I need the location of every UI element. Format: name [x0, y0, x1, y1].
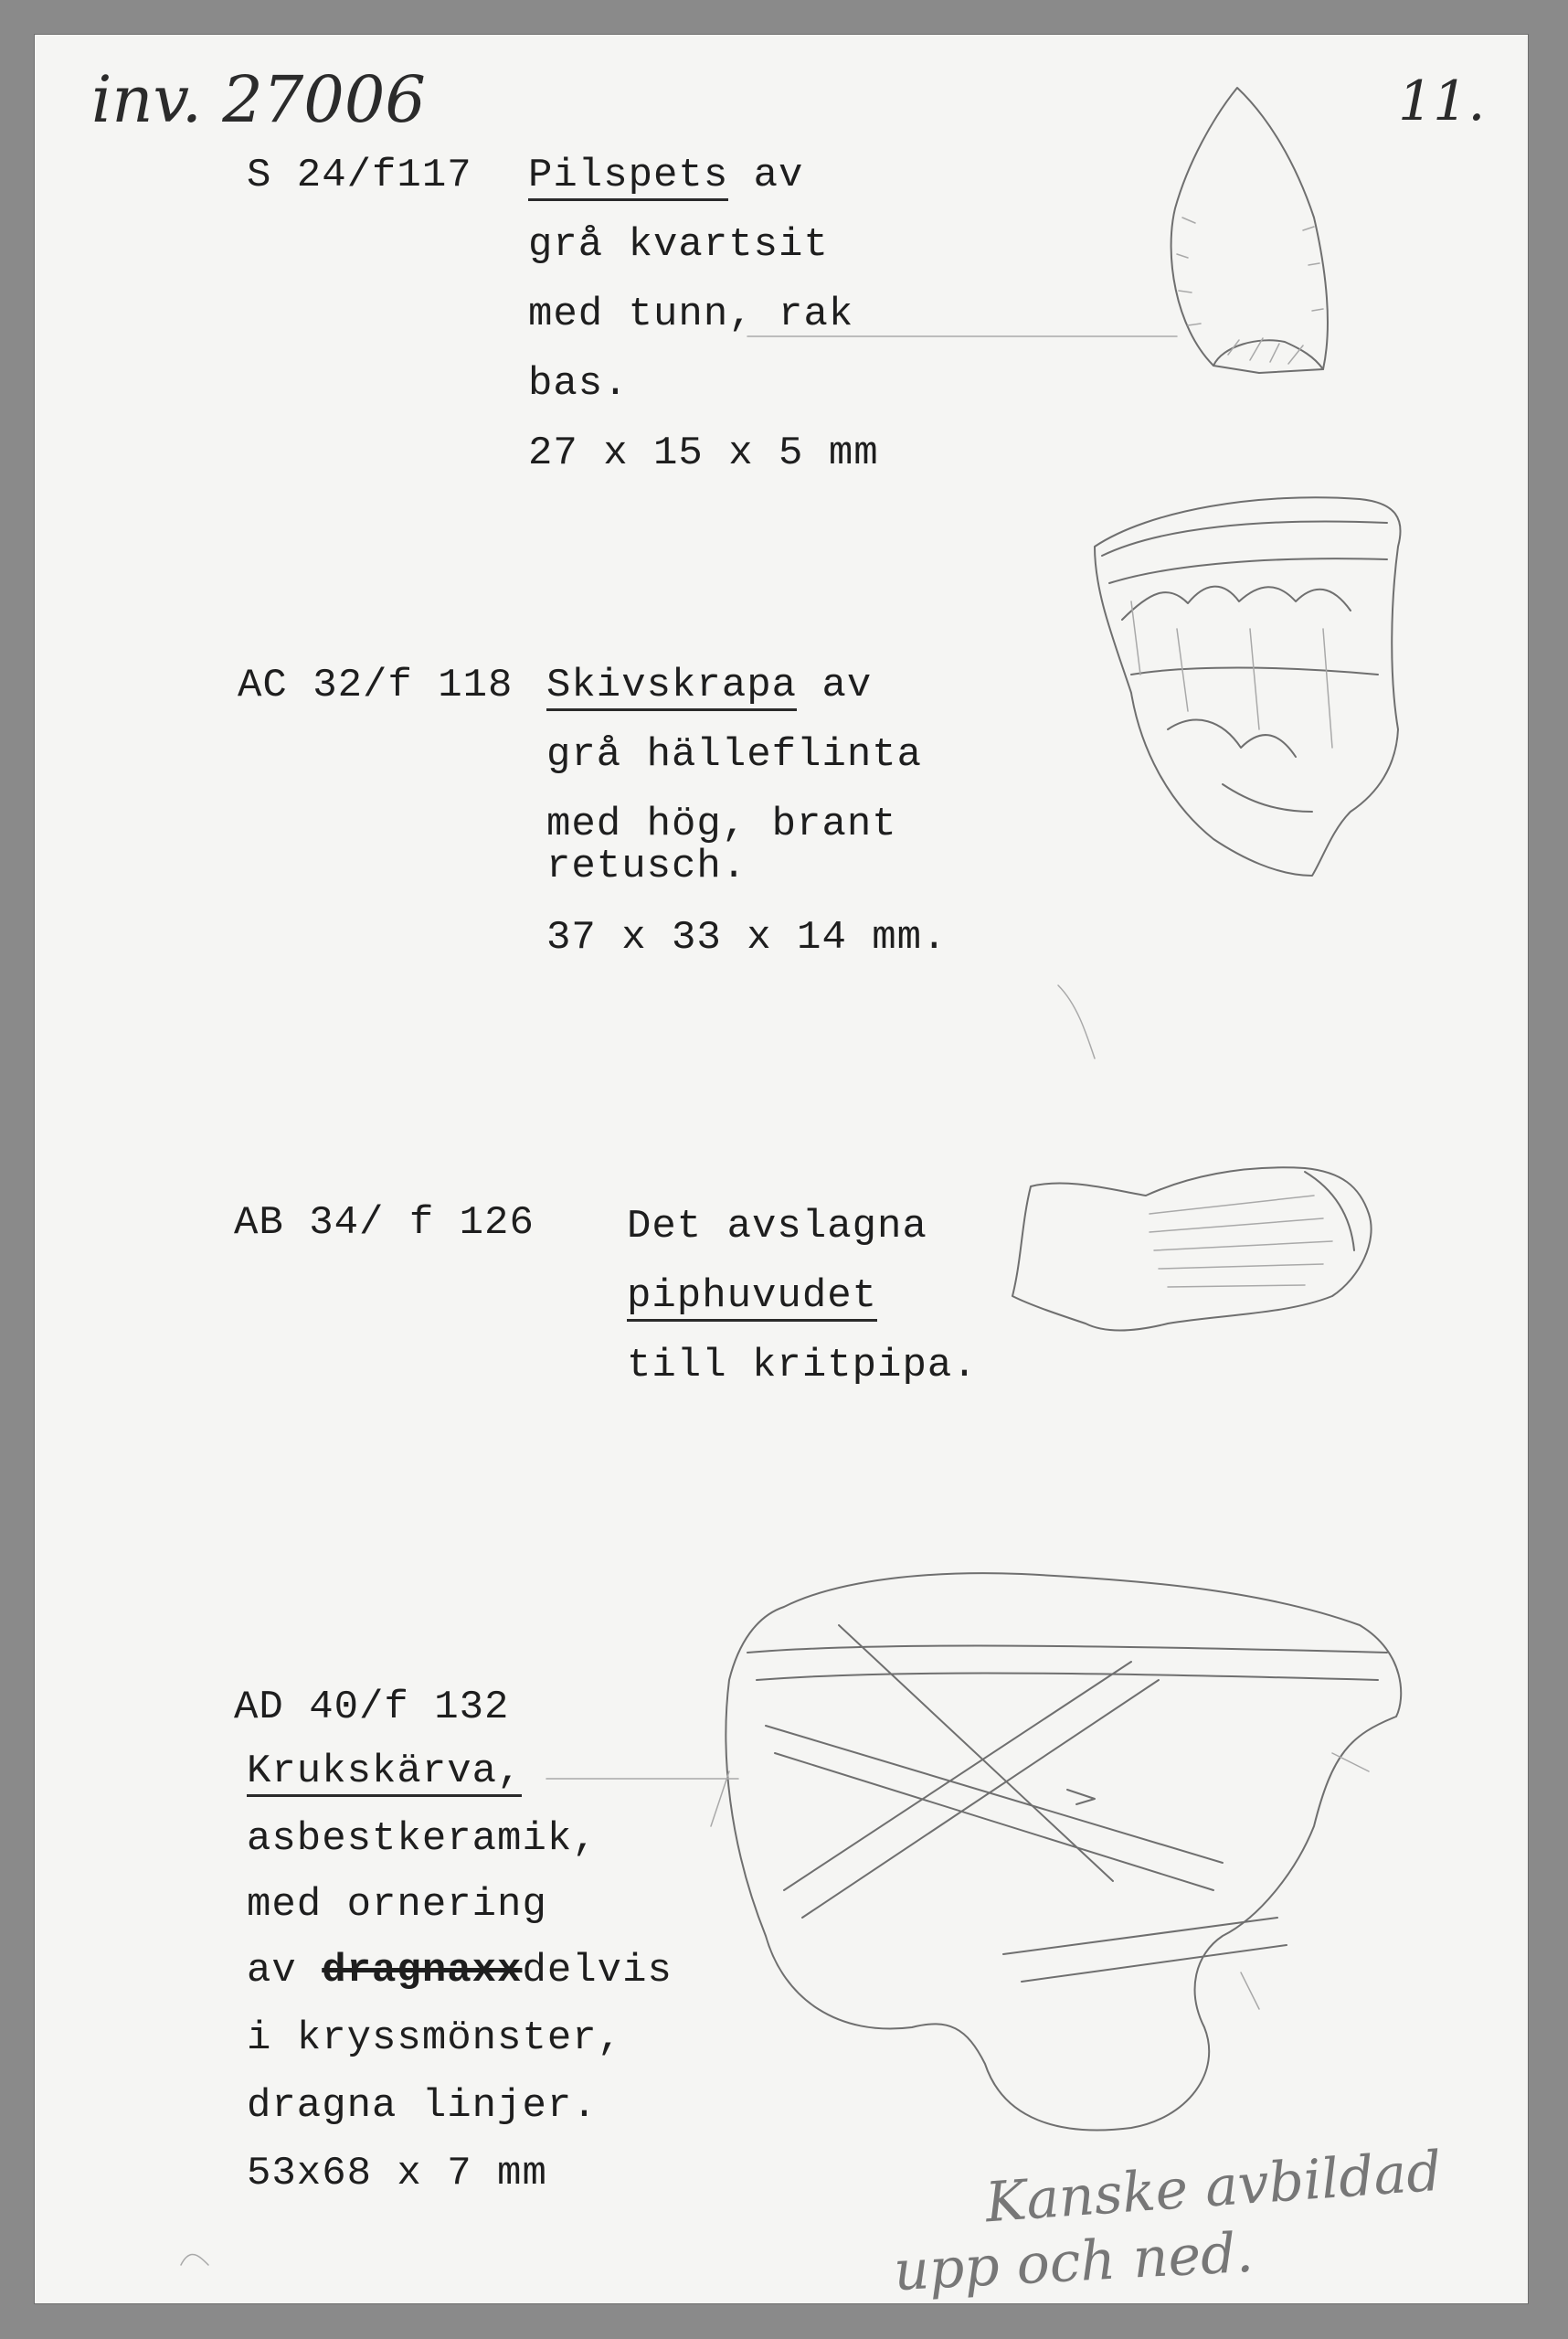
entry-id: AC 32/f 118: [238, 663, 514, 708]
entry-line: med ornering: [247, 1882, 547, 1928]
entry-line: asbestkeramik,: [247, 1816, 598, 1862]
entry-line: med tunn, rak: [528, 292, 854, 337]
entry-dimensions: 37 x 33 x 14 mm.: [546, 915, 948, 961]
entry-line-rest: delvis: [522, 1948, 673, 1993]
entry-id: AB 34/ f 126: [234, 1200, 535, 1246]
potsherd-sketch-icon: [546, 1573, 1401, 2130]
entry-id: S 24/f117: [247, 153, 472, 198]
entry-line: dragna linjer.: [247, 2083, 598, 2129]
entry-line: grå kvartsit: [528, 222, 829, 268]
entry-line: Det avslagna: [627, 1204, 927, 1249]
entry-name-suffix: av: [821, 663, 873, 708]
entry-line: grå hälleflinta: [546, 732, 923, 778]
entry-line: till kritpipa.: [627, 1343, 978, 1388]
entry-title-line: [247, 1749, 523, 1794]
entry-line-struck: [247, 1948, 673, 1993]
struck-text: dragnaxx: [322, 1948, 523, 1993]
entry-dimensions: 53x68 x 7 mm: [247, 2151, 547, 2196]
entry-dimensions: 27 x 15 x 5 mm: [528, 431, 879, 476]
scraper-sketch-icon: [1095, 497, 1401, 876]
handwritten-footnote-line: upp och ned.: [892, 2220, 1255, 2304]
handwritten-footnote-line: Kanske avbildad: [983, 2139, 1444, 2236]
catalog-card: [35, 35, 1528, 2303]
inventory-number-handwritten: inv. 27006: [91, 62, 426, 137]
entry-name: Skivskrapa: [546, 663, 797, 711]
entry-id: AD 40/f 132: [234, 1685, 510, 1730]
entry-name: piphuvudet: [627, 1273, 877, 1322]
entry-name-suffix: av: [753, 153, 804, 198]
page-number-handwritten: 11.: [1398, 69, 1486, 133]
entry-line: med hög, brant: [546, 802, 897, 847]
entry-line-prefix: av: [247, 1948, 323, 1993]
pipe-bowl-sketch-icon: [1012, 1167, 1372, 1330]
entry-line: bas.: [528, 361, 629, 407]
entry-title-line: [546, 665, 872, 706]
entry-name: Pilspets: [528, 153, 728, 201]
entry-line: i kryssmönster,: [247, 2015, 623, 2061]
entry-line: retusch.: [546, 844, 747, 889]
entry-title-line: [627, 1273, 878, 1319]
entry-name: Krukskärva,: [247, 1749, 522, 1797]
entry-title-line: [528, 155, 803, 196]
